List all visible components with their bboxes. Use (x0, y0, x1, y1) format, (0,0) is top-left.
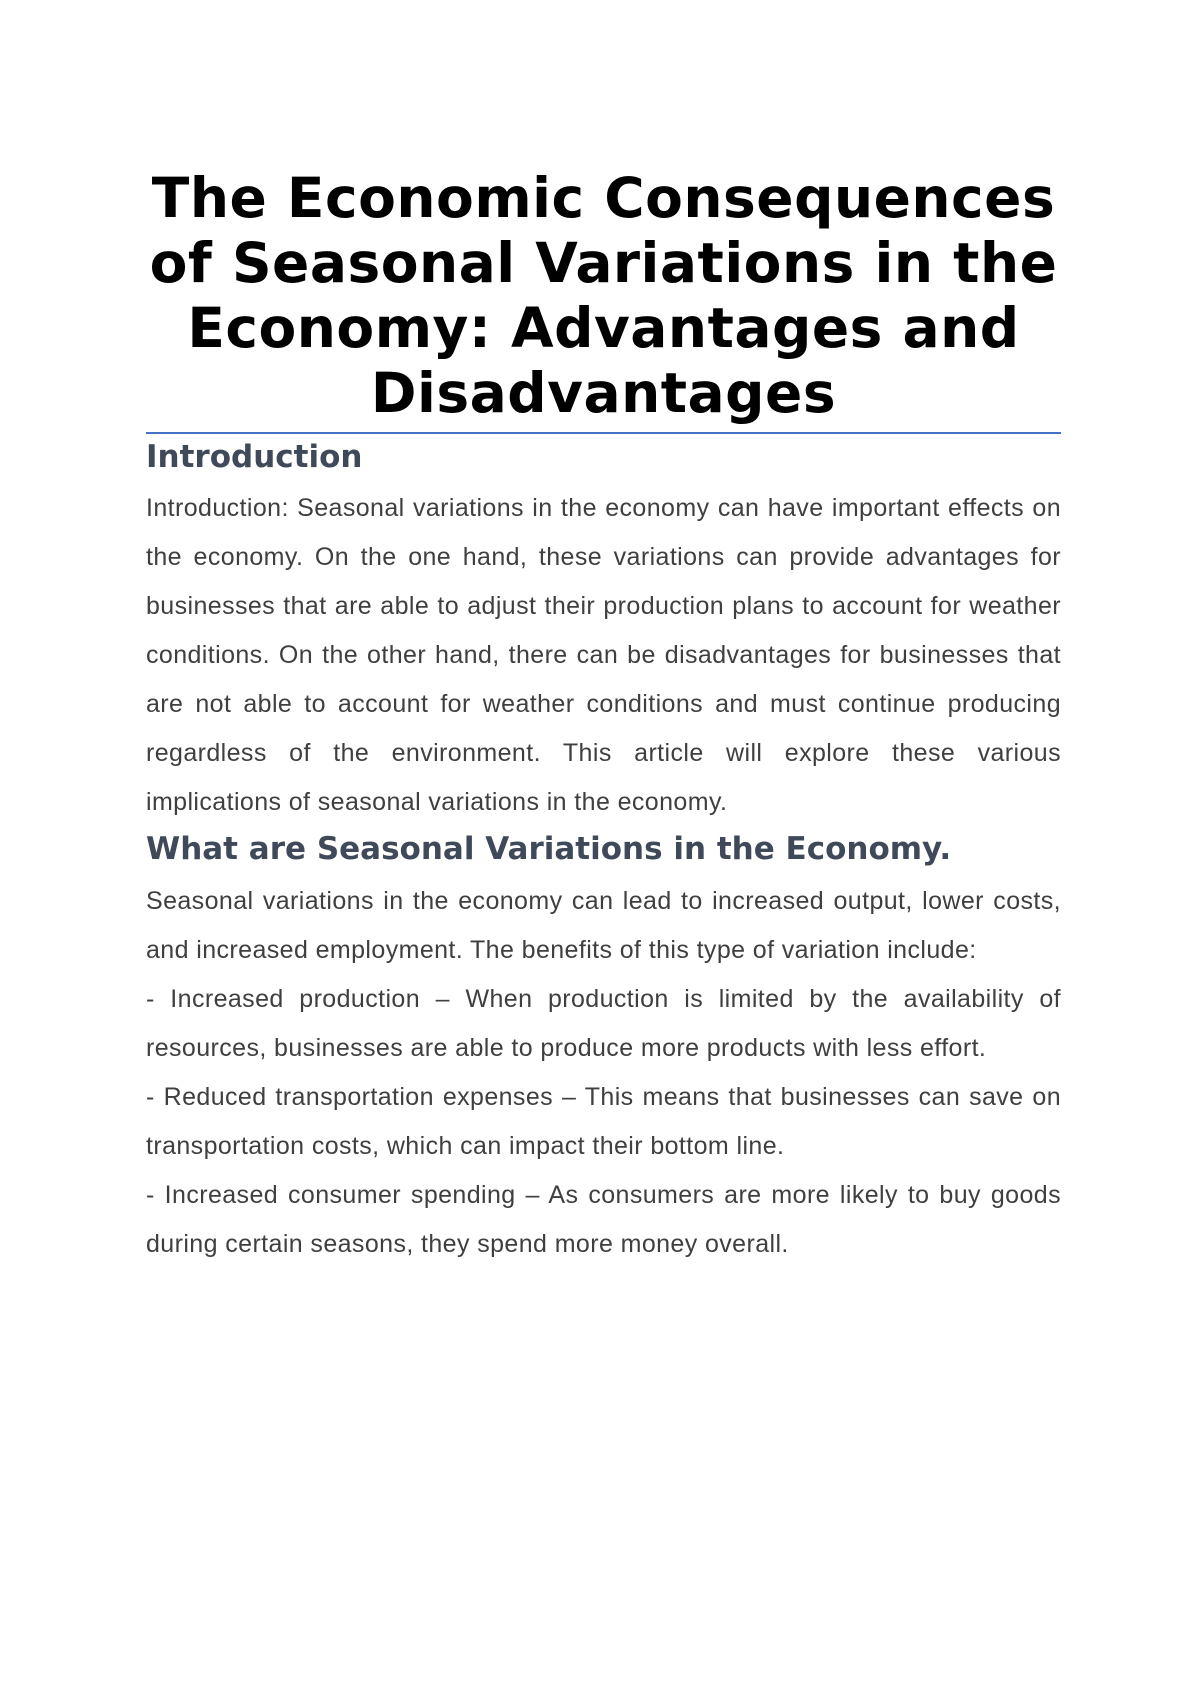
section-heading-introduction: Introduction (146, 439, 363, 475)
benefit-list-item-consumer-spending: - Increased consumer spending – As consumers are more likely to buy goods during certain seasons, they spend more money overall. (146, 1181, 1061, 1258)
benefit-list-item-reduced-transportation: - Reduced transportation expenses – This means that businesses can save on transportation costs, which can impact their bottom line. (146, 1083, 1061, 1160)
introduction-paragraph: Introduction: Seasonal variations in the economy can have important effects on the economy. On the one hand, these variations can provide advantages for businesses that are able to adjust their production plans to account for weather conditions. On the other hand, there can be disadvantages for businesses that are not able to account for weather conditions and must continue producing regardless of the environment. This article will explore these various implications of seasonal variations in the economy. (146, 494, 1061, 816)
seasonal-variations-paragraph: Seasonal variations in the economy can lead to increased output, lower costs, and increased employment. The benefits of this type of variation include: (146, 887, 1061, 964)
benefit-list-item-increased-production: - Increased production – When production is limited by the availability of resources, businesses are able to produce more products with less effort. (146, 985, 1061, 1062)
title-underline-rule (146, 432, 1061, 434)
document-title: The Economic Consequences of Seasonal Variations in the Economy: Advantages and Disadvantages (149, 166, 1058, 425)
section-heading-what-are-seasonal-variations: What are Seasonal Variations in the Economy. (146, 831, 952, 867)
document-body (146, 166, 1061, 1269)
